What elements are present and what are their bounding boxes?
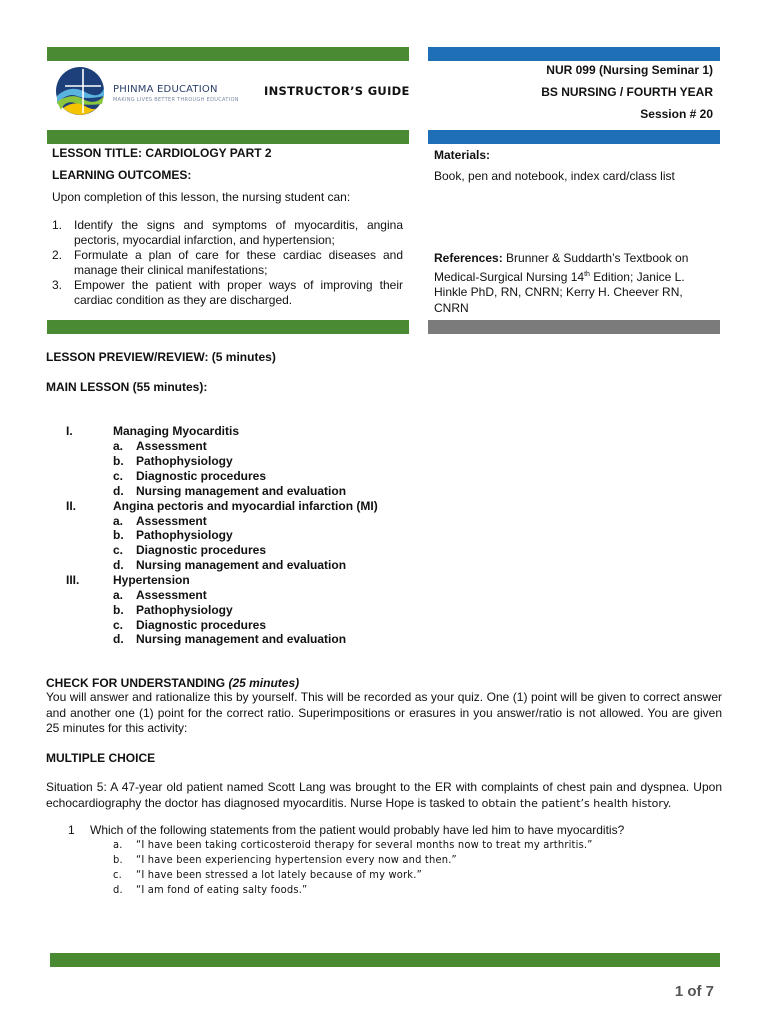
outline-item: Diagnostic procedures: [136, 469, 267, 483]
outline-item: Diagnostic procedures: [136, 618, 267, 632]
lesson-title: LESSON TITLE: CARDIOLOGY PART 2: [52, 146, 272, 160]
outline-title: Angina pectoris and myocardial infarction (MI): [113, 499, 378, 513]
outline-letter: a.: [113, 514, 124, 528]
header-bar-left: [47, 47, 409, 61]
section-bar-bottom-right: [428, 320, 720, 334]
situation-text-a: Situation 5: A 47-year old patient named Scott Lang was brought to the ER with complaints of chest pain and dyspnea. Upon echocardiography the doctor has diagnosed myocarditis. Nurse Hope is tasked to: [46, 780, 722, 810]
question-text: Which of the following statements from the patient would probably have led him to have myocarditis?: [90, 823, 625, 837]
outline-letter: d.: [113, 484, 124, 498]
section-bar-right: [428, 130, 720, 144]
outline-letter: a.: [113, 588, 124, 602]
materials-heading: Materials:: [434, 148, 491, 162]
outline-number: III.: [66, 573, 80, 587]
outcome-text: Formulate a plan of care for these cardiac diseases and manage their clinical manifestations;: [74, 248, 403, 277]
outcomes-list: [52, 218, 403, 308]
phinma-logo: [55, 66, 239, 116]
check-instructions: You will answer and rationalize this by yourself. This will be recorded as your quiz. One (1) point will be given to correct answer and another one (1) point for the correct ratio. Superimpositions or erasures in you answer/ratio is not allowed. You are given 25 minutes for this activity:: [46, 690, 722, 735]
outline-item: Pathophysiology: [136, 454, 233, 468]
outline-title: Hypertension: [113, 573, 190, 587]
option-letter: b.: [113, 853, 123, 866]
logo-tagline: MAKING LIVES BETTER THROUGH EDUCATION: [113, 97, 239, 103]
outline-title: Managing Myocarditis: [113, 424, 240, 438]
page-number: 1 of 7: [674, 983, 714, 1000]
outline-number: II.: [66, 499, 77, 513]
outline-item: Pathophysiology: [136, 603, 233, 617]
outline-number: I.: [66, 424, 73, 438]
outline-section: [66, 499, 76, 513]
outcome-number: 2.: [52, 248, 63, 262]
option-text: “I am fond of eating salty foods.”: [136, 883, 308, 896]
outline-item: Diagnostic procedures: [136, 543, 267, 557]
option-letter: c.: [113, 868, 122, 881]
outline-letter: b.: [113, 603, 124, 617]
outcome-text: Identify the signs and symptoms of myocarditis, angina pectoris, myocardial infarction, and hypertension;: [74, 218, 403, 247]
outcome-number: 3.: [52, 278, 63, 292]
references-label: References:: [434, 251, 503, 265]
footer-bar: [50, 953, 720, 967]
outline-letter: c.: [113, 469, 124, 483]
outcome-item: [52, 248, 403, 278]
check-heading: [46, 676, 299, 690]
references-sup: th: [584, 270, 590, 278]
outcomes-heading: LEARNING OUTCOMES:: [52, 168, 192, 182]
phinma-logo-icon: [55, 66, 105, 116]
option-text: “I have been taking corticosteroid therapy for several months now to treat my arthritis.”: [136, 838, 593, 851]
outcome-item: [52, 218, 403, 248]
main-lesson-heading: MAIN LESSON (55 minutes):: [46, 380, 208, 394]
outcomes-intro: Upon completion of this lesson, the nursing student can:: [52, 190, 351, 204]
references-text-a: Brunner & Suddarth’s Textbook on Medical-Surgical Nursing 14: [434, 251, 689, 284]
outline-letter: c.: [113, 543, 124, 557]
situation-text: [46, 780, 722, 811]
situation-text-b: obtain the patient’s health history.: [481, 796, 672, 810]
section-bar-left: [47, 130, 409, 144]
outline-letter: b.: [113, 454, 124, 468]
outline-item: Nursing management and evaluation: [136, 558, 347, 572]
outcome-number: 1.: [52, 218, 63, 232]
lesson-preview: LESSON PREVIEW/REVIEW: (5 minutes): [46, 350, 276, 364]
outline-item: Assessment: [136, 439, 207, 453]
outcome-item: [52, 278, 403, 308]
references: [434, 251, 719, 316]
session-number: Session # 20: [640, 107, 713, 121]
outline-section: [66, 424, 73, 438]
outline-item: Pathophysiology: [136, 528, 233, 542]
outline-letter: d.: [113, 632, 124, 646]
outline-letter: d.: [113, 558, 124, 572]
header-bar-right: [428, 47, 720, 61]
outline-item: Nursing management and evaluation: [136, 484, 347, 498]
option-text: “I have been stressed a lot lately because of my work.”: [136, 868, 422, 881]
option-text: “I have been experiencing hypertension every now and then.”: [136, 853, 457, 866]
outline-item: Assessment: [136, 514, 207, 528]
logo-name: PHINMA EDUCATION: [113, 84, 218, 95]
outline-section: [66, 573, 79, 587]
guide-title: INSTRUCTOR’S GUIDE: [264, 84, 410, 98]
option-letter: a.: [113, 838, 123, 851]
option-letter: d.: [113, 883, 123, 896]
course-code: NUR 099 (Nursing Seminar 1): [546, 63, 713, 77]
outline-letter: b.: [113, 528, 124, 542]
question-number: 1: [68, 823, 75, 837]
program-year: BS NURSING / FOURTH YEAR: [541, 85, 713, 99]
outline-item: Assessment: [136, 588, 207, 602]
materials-text: Book, pen and notebook, index card/class list: [434, 169, 675, 183]
references-text-b: Edition; Janice L. Hinkle PhD, RN, CNRN; Kerry H. Cheever RN, CNRN: [434, 269, 685, 315]
outline-item: Nursing management and evaluation: [136, 632, 347, 646]
section-bar-bottom-left: [47, 320, 409, 334]
check-heading-text: CHECK FOR UNDERSTANDING: [46, 676, 226, 690]
outcome-text: Empower the patient with proper ways of improving their cardiac condition as they are discharged.: [74, 278, 403, 307]
outline-letter: c.: [113, 618, 124, 632]
check-time: (25 minutes): [228, 676, 300, 690]
multiple-choice-heading: MULTIPLE CHOICE: [46, 751, 156, 765]
outline-letter: a.: [113, 439, 124, 453]
